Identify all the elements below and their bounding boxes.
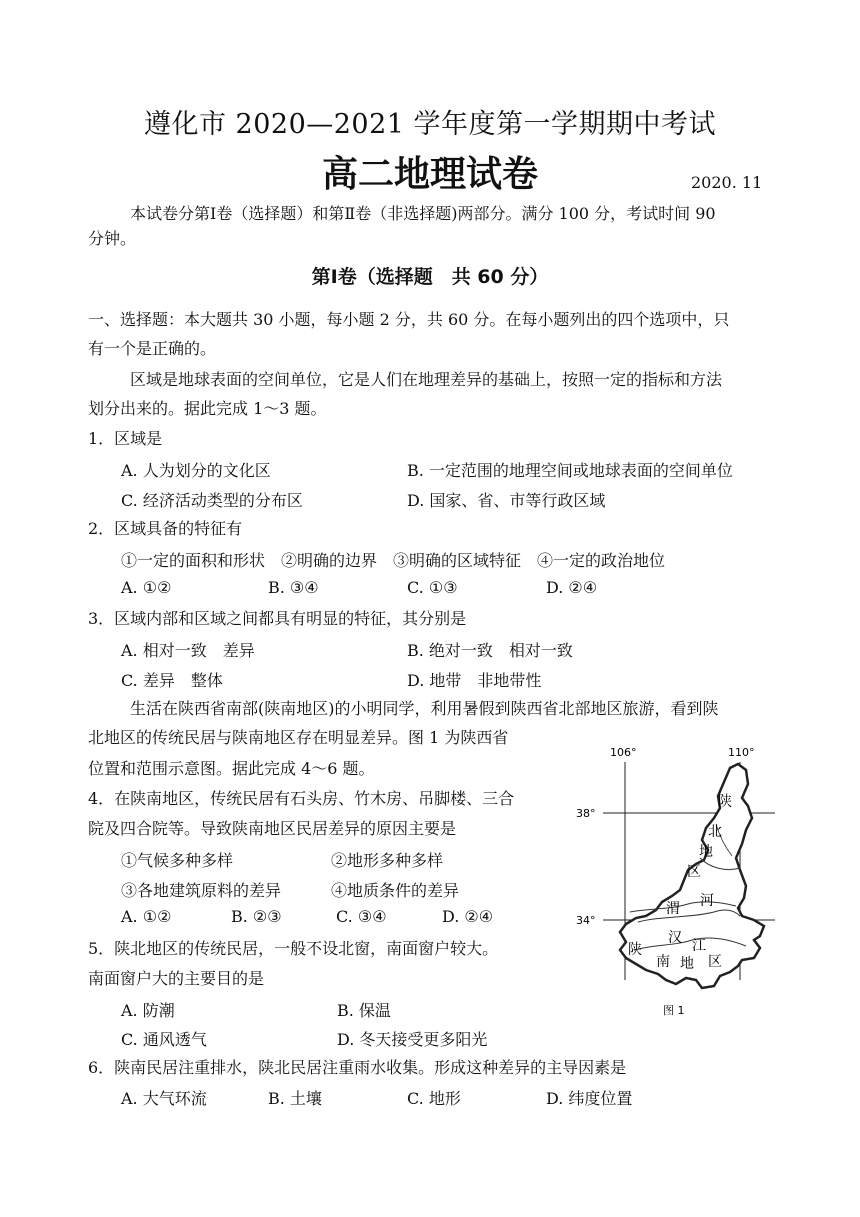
q1-option-a: A. 人为划分的文化区	[121, 461, 271, 480]
q4-option-b: B. ②③	[231, 907, 282, 926]
q2-items: ①一定的面积和形状 ②明确的边界 ③明确的区域特征 ④一定的政治地位	[121, 551, 666, 570]
lon-label-106: 106°	[610, 746, 637, 759]
shaanxi-map-figure	[570, 740, 785, 1030]
q2-option-b: B. ③④	[268, 578, 319, 597]
q4-stem-1: 4．在陕南地区，传统民居有石头房、竹木房、吊脚楼、三合	[88, 789, 515, 808]
q5-option-b: B. 保温	[337, 1001, 391, 1020]
label-bei: 北	[708, 824, 722, 840]
q1-option-b: B. 一定范围的地理空间或地球表面的空间单位	[407, 461, 733, 480]
material-1-line-2: 划分出来的。据此完成 1～3 题。	[88, 399, 327, 418]
q6-option-a: A. 大气环流	[121, 1089, 207, 1108]
q4-option-a: A. ①②	[121, 907, 172, 926]
q3-option-a: A. 相对一致 差异	[121, 641, 255, 660]
q4-option-c: C. ③④	[336, 907, 387, 926]
label-wei: 渭	[666, 901, 680, 917]
q4-option-d: D. ②④	[442, 907, 494, 926]
lat-label-34: 34°	[576, 914, 596, 927]
section-title: 第Ⅰ卷（选择题 共 60 分）	[311, 266, 549, 288]
lat-label-38: 38°	[576, 807, 596, 820]
q5-stem-1: 5．陕北地区的传统民居，一般不设北窗，南面窗户较大。	[88, 939, 499, 958]
q4-item-2: ②地形多种多样	[331, 851, 444, 870]
q3-option-c: C. 差异 整体	[121, 671, 223, 690]
material-2-line-3: 位置和范围示意图。据此完成 4～6 题。	[88, 759, 375, 778]
q5-option-c: C. 通风透气	[121, 1030, 207, 1049]
lon-label-110: 110°	[728, 746, 755, 759]
q5-option-d: D. 冬天接受更多阳光	[337, 1030, 488, 1049]
exam-title: 遵化市 2020—2021 学年度第一学期期中考试	[143, 109, 717, 140]
q3-stem: 3．区域内部和区域之间都具有明显的特征，其分别是	[88, 609, 467, 628]
q1-stem: 1．区域是	[88, 429, 163, 448]
label-di-south: 地	[680, 956, 694, 972]
q2-option-d: D. ②④	[546, 578, 598, 597]
material-2-line-2: 北地区的传统民居与陕南地区存在明显差异。图 1 为陕西省	[88, 728, 509, 747]
q1-option-d: D. 国家、省、市等行政区域	[407, 491, 606, 510]
instruction-line-2: 有一个是正确的。	[88, 339, 217, 358]
material-2-line-1: 生活在陕西省南部(陕南地区)的小明同学，利用暑假到陕西省北部地区旅游，看到陕	[130, 699, 719, 718]
q4-stem-2: 院及四合院等。导致陕南地区民居差异的原因主要是	[88, 819, 457, 838]
q4-item-3: ③各地建筑原料的差异	[121, 881, 282, 900]
material-1-line-1: 区域是地球表面的空间单位，它是人们在地理差异的基础上，按照一定的指标和方法	[130, 370, 723, 389]
q3-option-d: D. 地带 非地带性	[407, 671, 542, 690]
label-nan: 南	[656, 954, 670, 970]
label-han: 汉	[668, 930, 682, 946]
q2-stem: 2．区域具备的特征有	[88, 519, 243, 538]
label-qu-north: 区	[687, 864, 701, 880]
q6-option-c: C. 地形	[407, 1089, 461, 1108]
label-di-north: 地	[699, 844, 713, 860]
label-he: 河	[700, 893, 714, 909]
q6-stem: 6．陕南民居注重排水，陕北民居注重雨水收集。形成这种差异的主导因素是	[88, 1058, 627, 1077]
exam-subtitle: 高二地理试卷	[321, 154, 538, 195]
q3-option-b: B. 绝对一致 相对一致	[407, 641, 573, 660]
q6-option-d: D. 纬度位置	[546, 1089, 633, 1108]
instruction-line-1: 一、选择题：本大题共 30 小题，每小题 2 分，共 60 分。在每小题列出的四个选项中，只	[88, 310, 730, 329]
q4-item-4: ④地质条件的差异	[331, 881, 460, 900]
intro-line-2: 分钟。	[88, 229, 137, 248]
q1-option-c: C. 经济活动类型的分布区	[121, 491, 303, 510]
label-qu-south: 区	[708, 954, 722, 970]
q4-item-1: ①气候多种多样	[121, 851, 234, 870]
label-shaan-north: 陕	[718, 794, 732, 810]
label-shaan-south: 陕	[628, 942, 642, 958]
intro-line-1: 本试卷分第Ⅰ卷（选择题）和第Ⅱ卷（非选择题)两部分。满分 100 分，考试时间 90	[130, 204, 716, 223]
q6-option-b: B. 土壤	[268, 1089, 322, 1108]
q5-stem-2: 南面窗户大的主要目的是	[88, 969, 265, 988]
q5-option-a: A. 防潮	[121, 1001, 175, 1020]
q2-option-a: A. ①②	[121, 578, 172, 597]
label-jiang: 江	[692, 938, 706, 954]
exam-date: 2020. 11	[691, 173, 763, 192]
q2-option-c: C. ①③	[407, 578, 458, 597]
figure-caption: 图 1	[663, 1004, 685, 1017]
